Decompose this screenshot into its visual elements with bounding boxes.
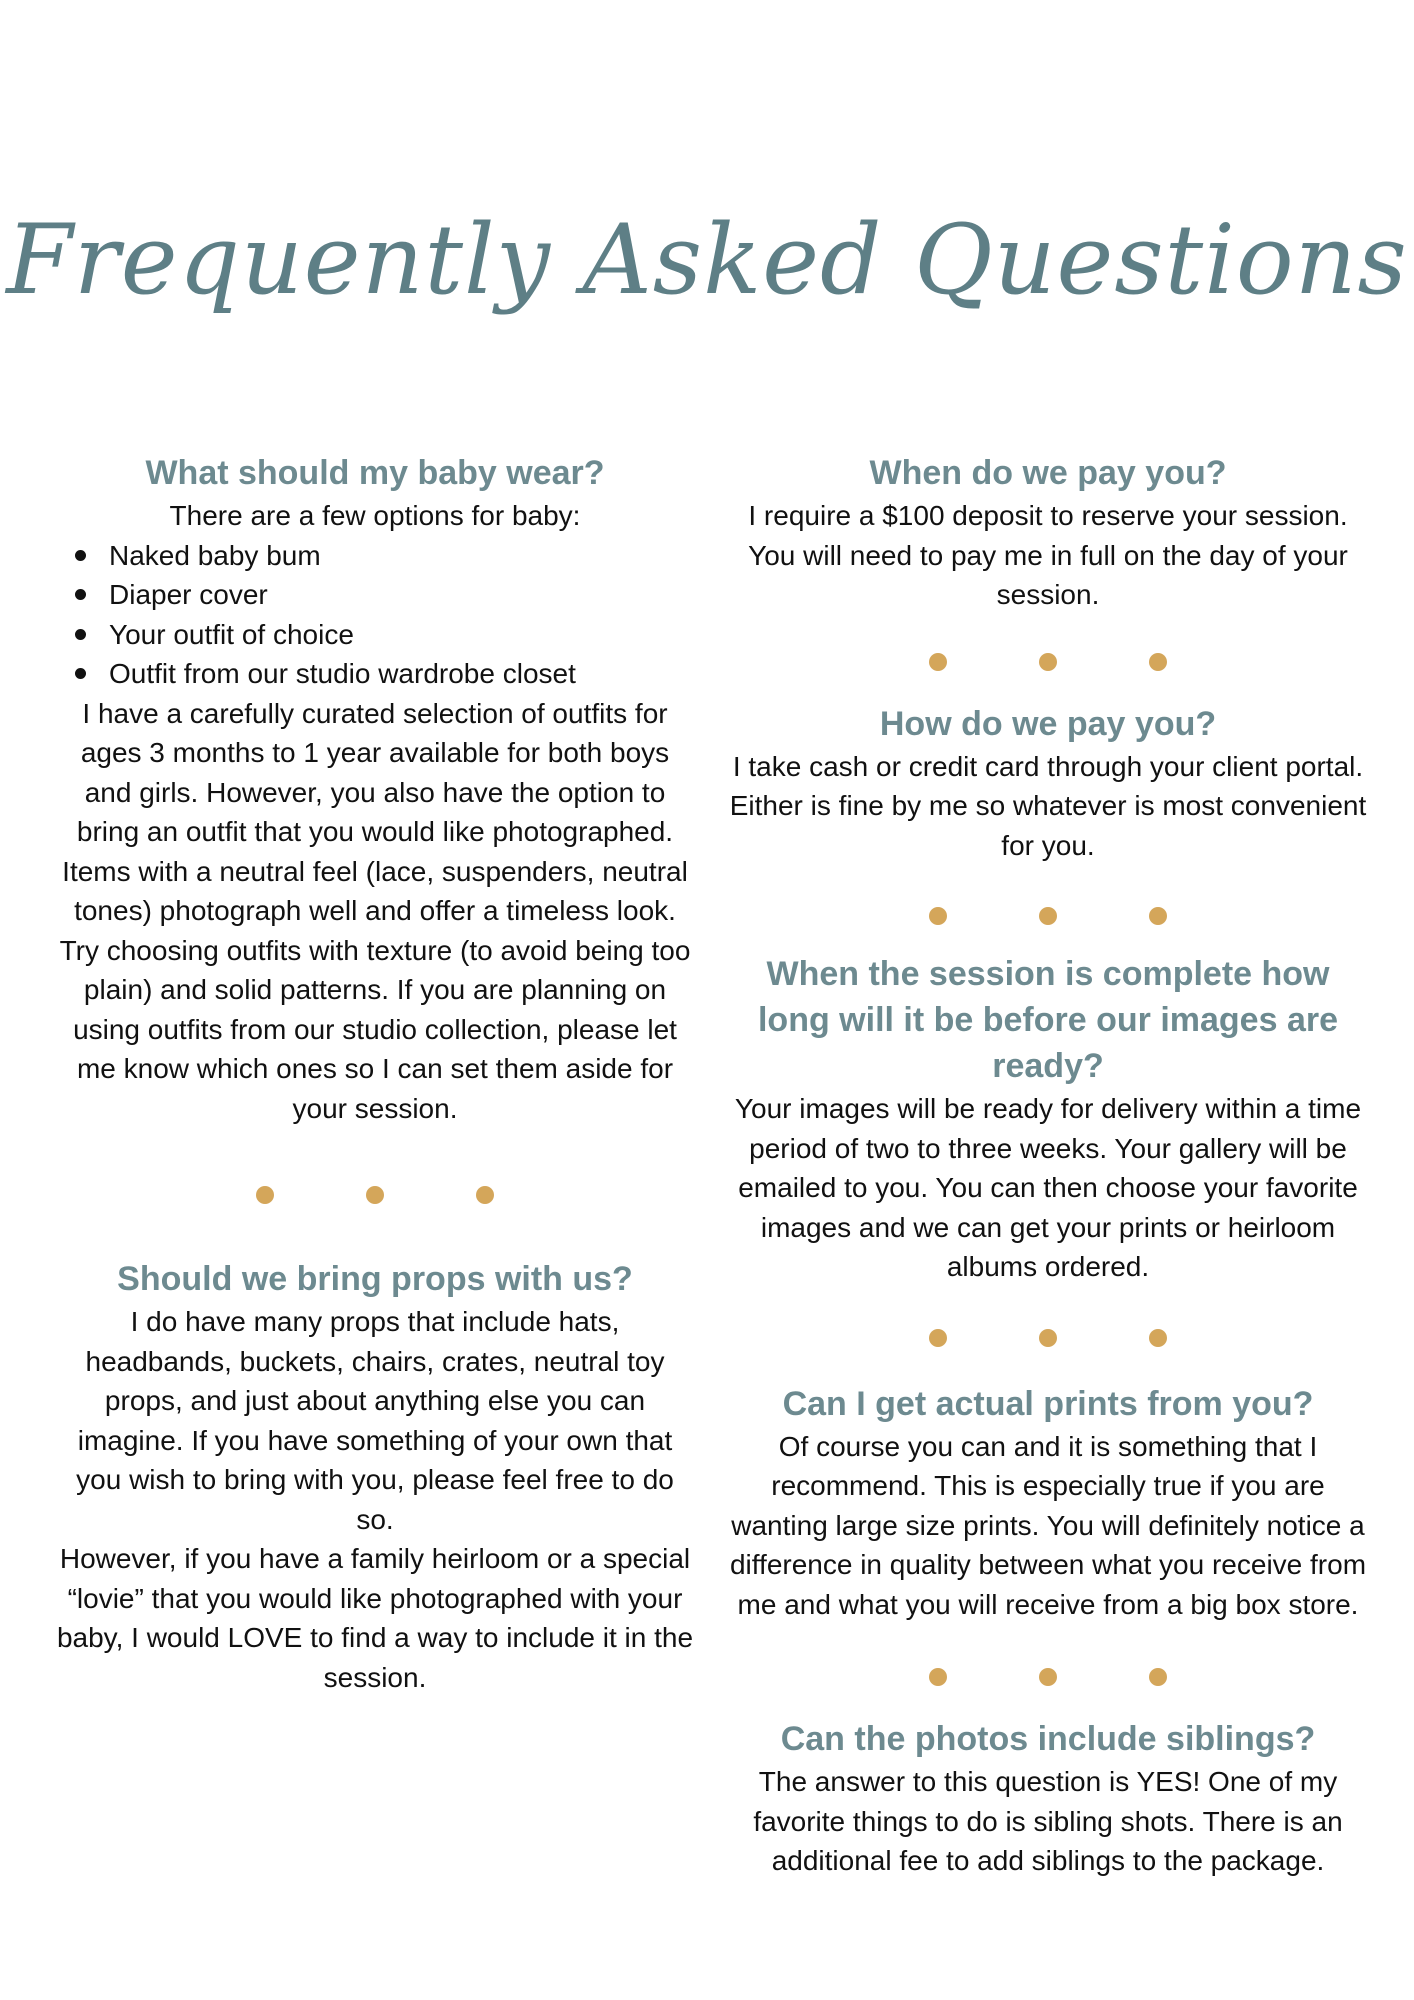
dot-divider [728,653,1368,671]
dot-icon [1039,653,1057,671]
dot-icon [1039,1329,1057,1347]
dot-divider [55,1186,695,1204]
list-item: Naked baby bum [73,536,695,576]
answer-text: Of course you can and it is something that I recommend. This is especially true if you are wanting large size prints. You will definitely notice a difference in quality between what you receive from me and what you will receive from a big box store. [729,1430,1367,1620]
question-heading: Can the photos include siblings? [780,1720,1316,1758]
answer-text: I require a $100 deposit to reserve your session. You will need to pay me in full on the day of your session. [748,500,1348,610]
page-title: Frequently Asked Questions [6,204,1408,316]
dot-icon [929,653,947,671]
faq-how-pay [728,701,1368,866]
dot-icon [366,1186,384,1204]
question-heading: What should my baby wear? [145,454,605,492]
dot-icon [1039,907,1057,925]
right-column [728,450,1368,1881]
question-heading: Can I get actual prints from you? [782,1384,1314,1423]
faq-images-ready [728,951,1368,1287]
dot-icon [1149,653,1167,671]
dot-icon [476,1186,494,1204]
dot-divider [728,1668,1368,1686]
answer-text: I have a carefully curated selection of outfits for ages 3 months to 1 year available for both boys and girls. However, you also have the option to bring an outfit that you would like photographed. Items with a neutral feel (lace, suspenders, neutral tones) photograph well and offer a timeless look. Try choosing outfits with texture (to avoid being too plain) and solid patterns. If you are planning on using outfits from our studio collection, please let me know which ones so I can set them aside for your session. [59,697,691,1124]
list-item: Outfit from our studio wardrobe closet [73,654,695,694]
list-item: Diaper cover [73,575,695,615]
dot-icon [1149,1668,1167,1686]
question-heading: Should we bring props with us? [117,1260,633,1298]
dot-divider [728,907,1368,925]
list-item: Your outfit of choice [73,615,695,655]
answer-text: I take cash or credit card through your client portal. Either is fine by me so whatever is most convenient for you. [729,750,1367,861]
question-heading: When do we pay you? [869,454,1227,492]
answer-text: Your images will be ready for delivery within a time period of two to three weeks. Your gallery will be emailed to you. You can then choose your favorite images and we can get your prints or heirloom albums ordered. [734,1093,1362,1282]
faq-siblings [728,1716,1368,1881]
dot-icon [929,1329,947,1347]
faq-baby-wear [55,450,695,1128]
answer-text: I do have many props that include hats, headbands, buckets, chairs, crates, neutral toy props, and just about anything else you can imagine. If you have something of your own that you wish to bring with you, please feel free to do so. [76,1306,674,1535]
faq-prints [728,1381,1368,1625]
answer-text: However, if you have a family heirloom or a special “lovie” that you would like photographed with your baby, I would LOVE to find a way to include it in the session. [56,1543,694,1693]
question-heading: When the session is complete how long will it be before our images are ready? [757,955,1338,1085]
answer-intro: There are a few options for baby: [169,500,581,531]
outfit-options-list [55,536,695,694]
dot-icon [1039,1668,1057,1686]
faq-when-pay [728,450,1368,615]
dot-icon [929,907,947,925]
answer-text: The answer to this question is YES! One of my favorite things to do is sibling shots. There is an additional fee to add siblings to the package. [753,1766,1343,1876]
question-heading: How do we pay you? [879,704,1217,743]
dot-icon [1149,1329,1167,1347]
faq-props [55,1256,695,1697]
dot-icon [929,1668,947,1686]
dot-icon [256,1186,274,1204]
dot-icon [1149,907,1167,925]
left-column [55,450,695,1697]
dot-divider [728,1329,1368,1347]
